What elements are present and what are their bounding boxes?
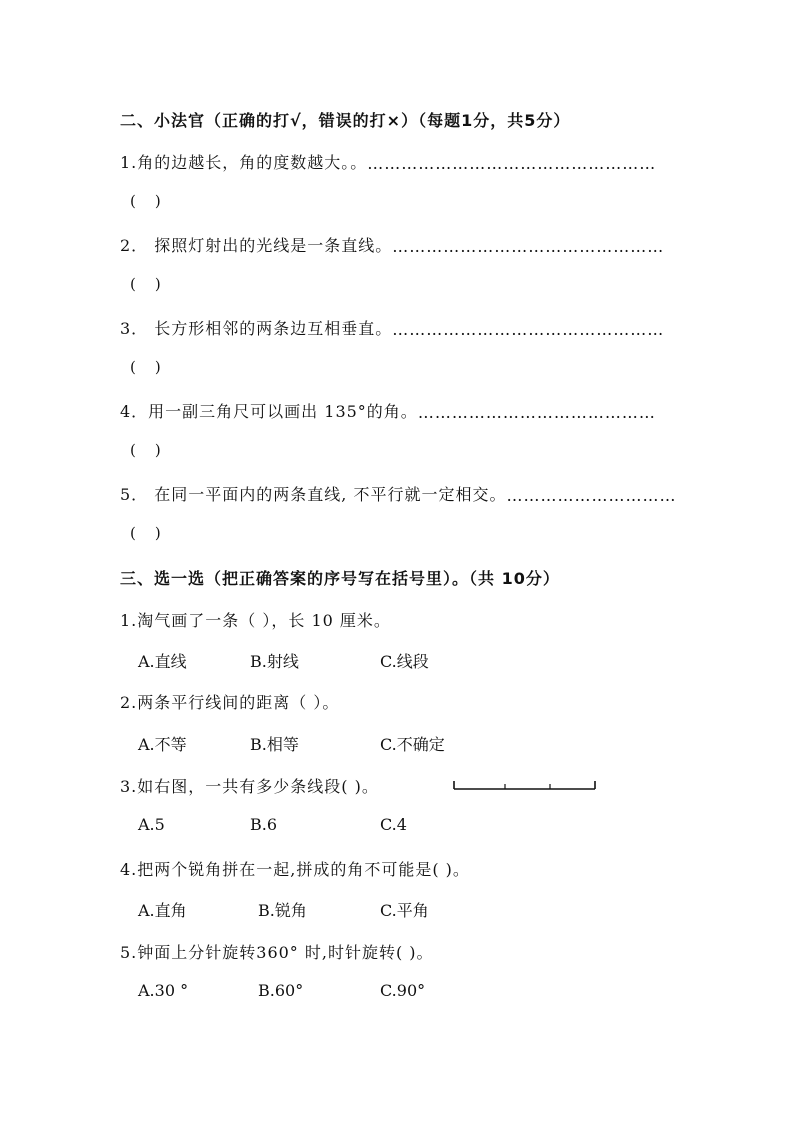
option-a[interactable]: A.30 ° bbox=[138, 981, 189, 1000]
answer-parentheses-1[interactable]: ( ) bbox=[130, 192, 161, 210]
leader-dots: …………………………………………… bbox=[367, 154, 657, 173]
tf-question-1 bbox=[120, 150, 676, 173]
tf-question-3 bbox=[120, 316, 676, 339]
mc-question-4: 4.把两个锐角拼在一起,拼成的角不可能是( )。 bbox=[120, 860, 470, 879]
answer-parentheses-4[interactable]: ( ) bbox=[130, 441, 161, 459]
mc-question-3: 3.如右图，一共有多少条线段( )。 bbox=[120, 777, 379, 796]
option-a[interactable]: A.直线 bbox=[138, 652, 187, 671]
option-c[interactable]: C.90° bbox=[380, 981, 426, 1000]
option-c[interactable]: C.4 bbox=[380, 815, 407, 834]
tf-question-5 bbox=[120, 482, 676, 505]
option-c[interactable]: C.不确定 bbox=[380, 735, 445, 754]
option-a[interactable]: A.5 bbox=[138, 815, 165, 834]
option-b[interactable]: B.相等 bbox=[250, 735, 299, 754]
mc-question-1: 1.淘气画了一条（ ），长 10 厘米。 bbox=[120, 611, 391, 630]
tf-question-5-text: 5． 在同一平面内的两条直线, 不平行就一定相交。 bbox=[120, 485, 507, 504]
leader-dots: ………………………………………… bbox=[392, 237, 665, 256]
mc-question-5: 5.钟面上分针旋转360° 时,时针旋转( )。 bbox=[120, 943, 434, 962]
leader-dots: ………………………… bbox=[506, 486, 677, 505]
section-3-title: 三、选一选（把正确答案的序号写在括号里）。（共 10分） bbox=[120, 569, 560, 588]
option-b[interactable]: B.60° bbox=[258, 981, 304, 1000]
tf-question-3-text: 3． 长方形相邻的两条边互相垂直。 bbox=[120, 319, 393, 338]
leader-dots: …………………………………… bbox=[417, 403, 656, 422]
option-c[interactable]: C.线段 bbox=[380, 652, 429, 671]
option-b[interactable]: B.射线 bbox=[250, 652, 299, 671]
option-a[interactable]: A.直角 bbox=[138, 901, 187, 920]
leader-dots: ………………………………………… bbox=[392, 320, 665, 339]
answer-parentheses-5[interactable]: ( ) bbox=[130, 524, 161, 542]
line-segment-figure bbox=[452, 776, 598, 794]
tf-question-1-text: 1.角的边越长，角的度数越大。。 bbox=[120, 153, 368, 172]
tf-question-4-text: 4．用一副三角尺可以画出 135°的角。 bbox=[120, 402, 418, 421]
option-a[interactable]: A.不等 bbox=[138, 735, 187, 754]
option-b[interactable]: B.锐角 bbox=[258, 901, 307, 920]
tf-question-2-text: 2． 探照灯射出的光线是一条直线。 bbox=[120, 236, 393, 255]
answer-parentheses-3[interactable]: ( ) bbox=[130, 358, 161, 376]
section-2-title: 二、小法官（正确的打√，错误的打×）（每题1分，共5分） bbox=[120, 111, 571, 130]
option-c[interactable]: C.平角 bbox=[380, 901, 429, 920]
tf-question-2 bbox=[120, 233, 676, 256]
answer-parentheses-2[interactable]: ( ) bbox=[130, 275, 161, 293]
mc-question-2: 2.两条平行线间的距离（ ）。 bbox=[120, 693, 340, 712]
option-b[interactable]: B.6 bbox=[250, 815, 278, 834]
tf-question-4 bbox=[120, 399, 676, 422]
